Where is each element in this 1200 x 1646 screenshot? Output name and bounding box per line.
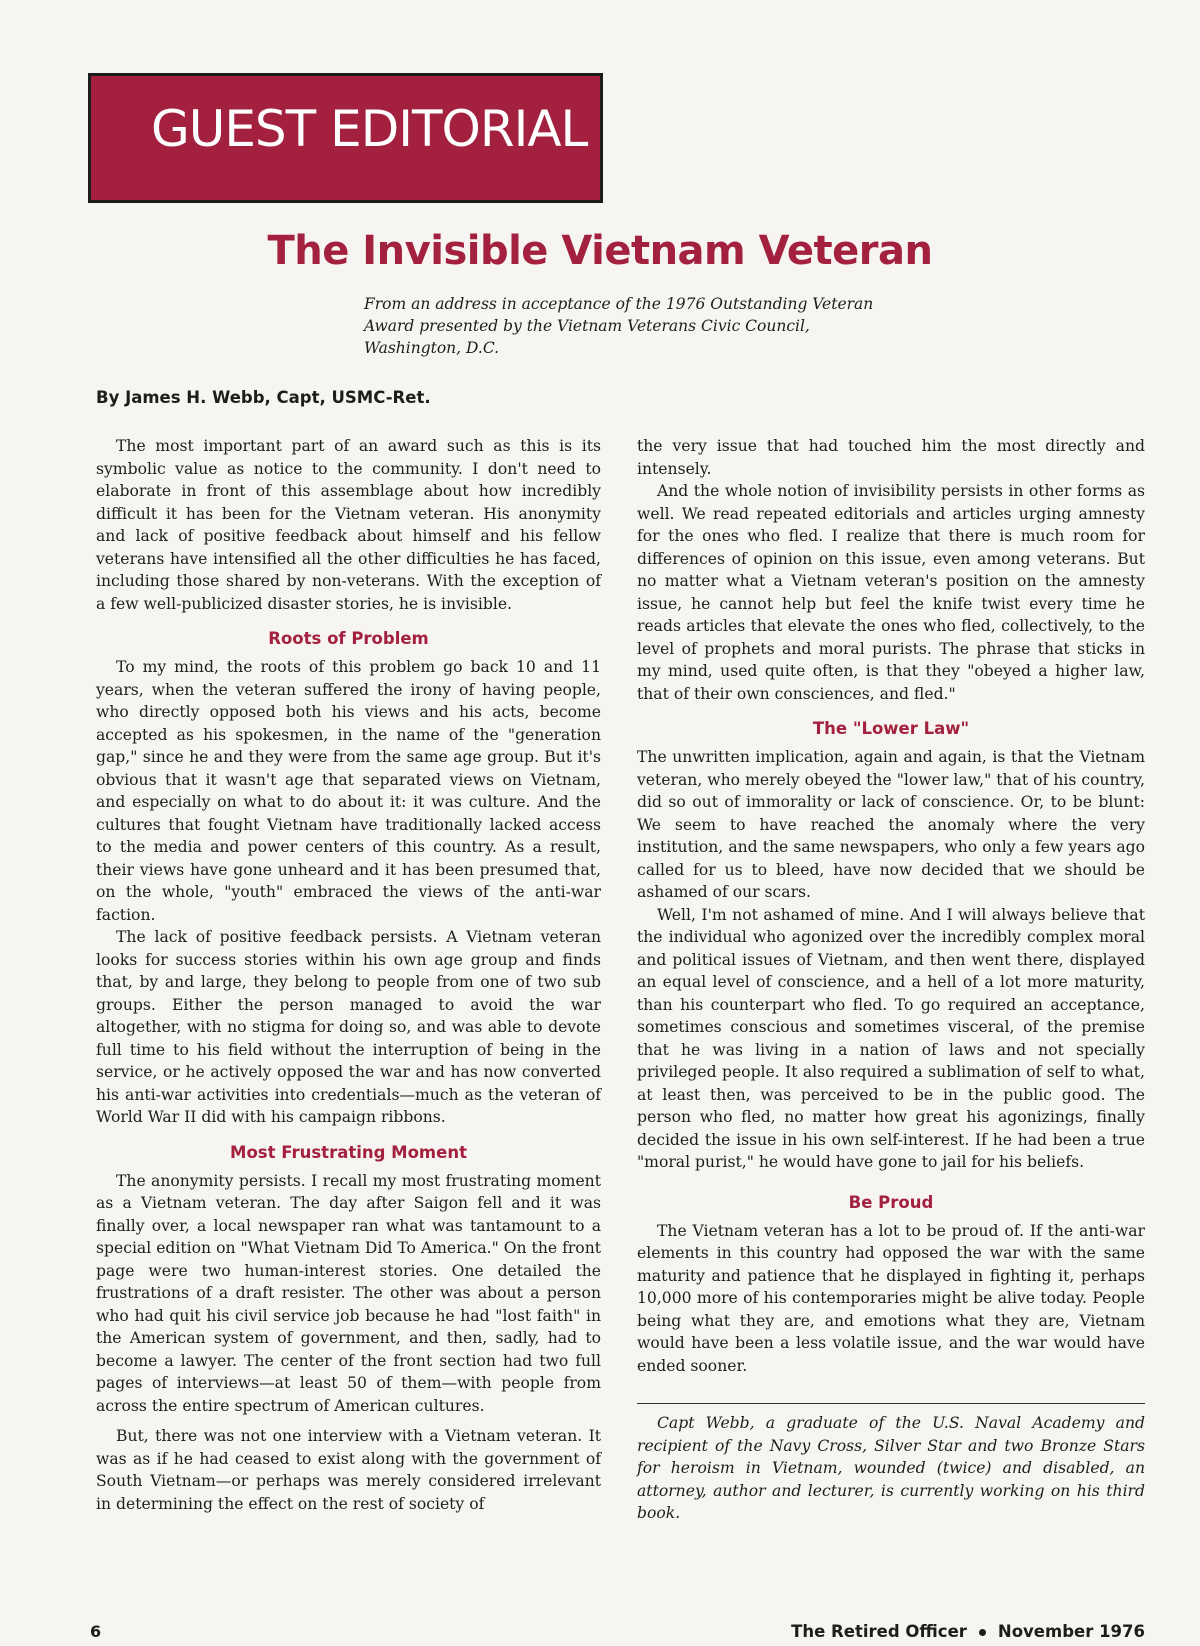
article-title: The Invisible Vietnam Veteran: [267, 228, 933, 274]
paragraph: To my mind, the roots of this problem go back 10 and 11 years, when the veteran suffered the irony of having people, who directly opposed both his views and his acts, become accepted as his spokesmen, in the name of the "generation gap," since he and they were from the same age group. But it's obvious that it wasn't age that separated views on Vietnam, and especially on what to do about it: it was culture. And the cultures that fought Vietnam have traditionally lacked access to the media and power centers of this country. As a result, their views have gone unheard and it has been presumed that, on the whole, "youth" embraced the views of the anti-war faction.: [96, 658, 601, 924]
publication-footer: [791, 1622, 1145, 1641]
paragraph: The unwritten implication, again and again, is that the Vietnam veteran, who merely obeyed the "lower law," that of his country, did so out of immorality or lack of conscience. Or, to be blunt: We seem to have reached the anomaly where the very institution, and the same newspapers, who only a few years ago called for us to bleed, have now decided that we should be ashamed of our scars.: [637, 748, 1145, 901]
paragraph: Well, I'm not ashamed of mine. And I will always believe that the individual who agonized over the incredibly complex moral and political issues of Vietnam, and then went there, displayed an equal level of conscience, and a hell of a lot more maturity, than his counterpart who fled. To go required an acceptance, sometimes conscious and sometimes visceral, of the premise that he was living in a nation of laws and not specially privileged people. It also required a sublimation of self to what, at least then, was perceived to be in the public good. The person who fled, no matter how great his agonizings, finally decided the issue in his own self-interest. If he had been a true "moral purist," he would have gone to jail for his beliefs.: [637, 905, 1145, 1171]
section-heading-roots: Roots of Problem: [268, 629, 429, 648]
intro-note: From an address in acceptance of the 1976 Outstanding Veteran Award presented by the Vietnam Veterans Civic Council, Washington, D.C.: [364, 295, 874, 357]
paragraph: But, there was not one interview with a Vietnam veteran. It was as if he had ceased to exist along with the government of South Vietnam—or perhaps was merely considered irrelevant in determining the effect on the rest of society of: [96, 1427, 601, 1513]
right-column: [637, 435, 1145, 1525]
section-heading-lower-law: The "Lower Law": [812, 719, 970, 738]
paragraph: The lack of positive feedback persists. A Vietnam veteran looks for success stories within his own age group and finds that, by and large, they belong to people from one of two sub groups. Either the person managed to avoid the war altogether, with no stigma for doing so, and was able to devote full time to his field without the interruption of being in the service, or he actively opposed the war and has now converted his anti-war activities into credentials—much as the veteran of World War II did with his campaign ribbons.: [96, 928, 601, 1126]
banner-label: GUEST EDITORIAL: [151, 100, 588, 158]
paragraph: And the whole notion of invisibility persists in other forms as well. We read repeated editorials and articles urging amnesty for the ones who fled. I realize that there is much room for differences of opinion on this issue, even among veterans. But no matter what a Vietnam veteran's position on the amnesty issue, he cannot help but feel the knife twist every time he reads articles that elevate the ones who fled, collectively, to the level of prophets and moral purists. The phrase that sticks in my mind, used quite often, is that they "obeyed a higher law, that of their own consciences, and fled.": [637, 482, 1145, 703]
paragraph: The most important part of an award such as this is its symbolic value as notice to the community. I don't need to elaborate in front of this assemblage about how incredibly difficult it has been for the Vietnam veteran. His anonymity and lack of positive feedback about himself and his fellow veterans have intensified all the other difficulties he has faced, including those shared by non-veterans. With the exception of a few well-publicized disaster stories, he is invisible.: [96, 437, 601, 613]
paragraph: The Vietnam veteran has a lot to be proud of. If the anti-war elements in this country had opposed the war with the same maturity and patience that he displayed in fighting it, perhaps 10,000 more of his contemporaries might be alive today. People being what they are, and emotions what they are, Vietnam would have been a less volatile issue, and the war would have ended sooner.: [637, 1221, 1145, 1375]
paragraph: The anonymity persists. I recall my most frustrating moment as a Vietnam veteran. The day after Saigon fell and it was finally over, a local newspaper ran what was tantamount to a special edition on "What Vietnam Did To America." On the front page were two human-interest stories. One detailed the frustrations of a draft resister. The other was about a person who had quit his civil service job because he had "lost faith" in the American system of government, and then, sadly, had to become a lawyer. The center of the front section had two full pages of interviews—at least 50 of them—with people from across the entire spectrum of American cultures.: [96, 1171, 601, 1415]
section-heading-frustrating: Most Frustrating Moment: [230, 1142, 467, 1162]
issue-date: November 1976: [997, 1622, 1145, 1641]
author-bio-note: Capt Webb, a graduate of the U.S. Naval Academy and recipient of the Navy Cross, Silver Star and two Bronze Stars for heroism in Vietnam, wounded (twice) and disabled, an attorney, author and lecturer, is currently working on his third book.: [637, 1414, 1145, 1522]
publication-name: The Retired Officer: [791, 1622, 967, 1641]
page-number: 6: [90, 1622, 102, 1641]
divider: [637, 1403, 1145, 1404]
bullet-separator: [979, 1629, 986, 1636]
byline: By James H. Webb, Capt, USMC-Ret.: [96, 388, 431, 407]
guest-editorial-banner: [88, 73, 603, 203]
paragraph: the very issue that had touched him the most directly and intensely.: [637, 437, 1145, 478]
left-column: [96, 435, 601, 1515]
section-heading-be-proud: Be Proud: [848, 1192, 934, 1212]
